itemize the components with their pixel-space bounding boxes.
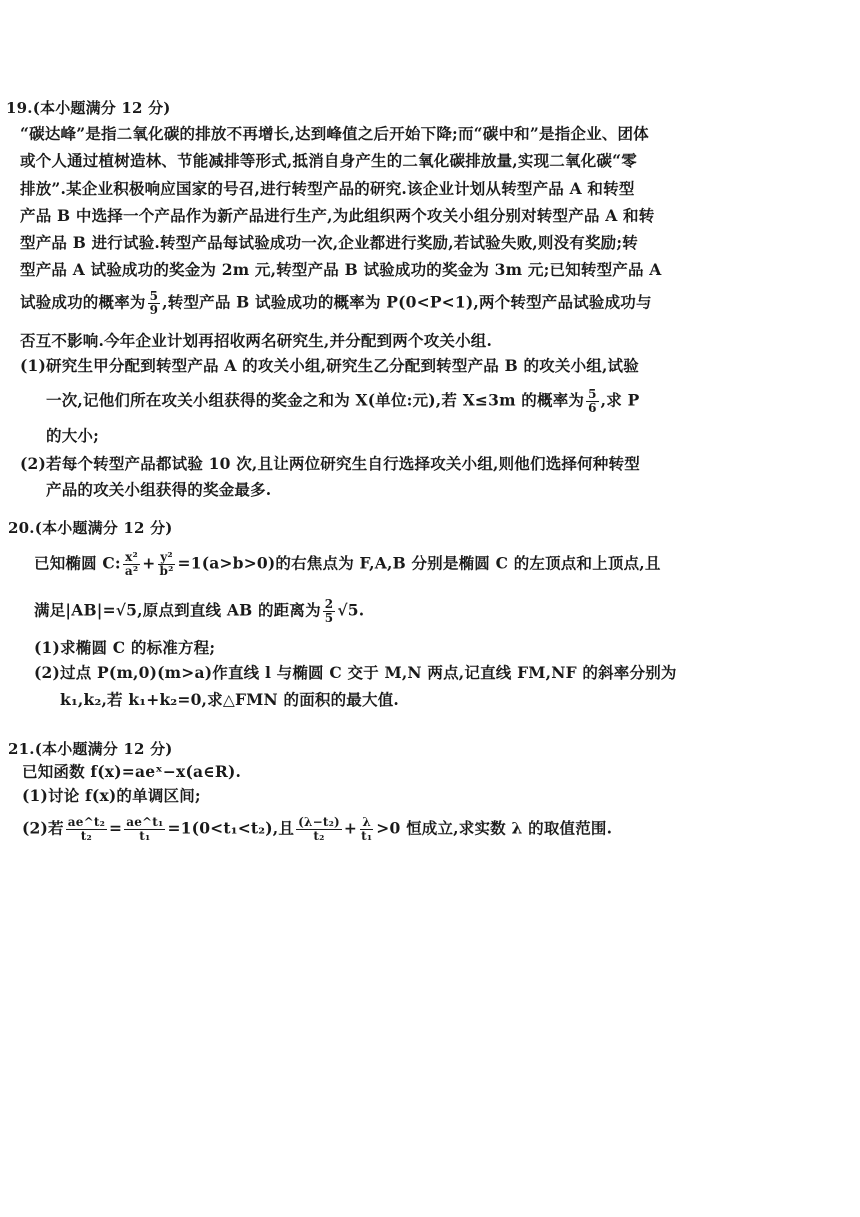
question-21-part-1: (1)讨论 f(x)的单调区间; <box>22 786 201 805</box>
question-19-part-1-line-2 <box>46 388 639 415</box>
fraction-denominator: t₁ <box>139 829 151 843</box>
question-19-line-2: 或个人通过植树造林、节能减排等形式,抵消自身产生的二氧化碳排放量,实现二氧化碳“零 <box>20 151 637 170</box>
equals-sign: = <box>109 818 123 838</box>
question-19-part-1-line-3: 的大小; <box>46 426 100 445</box>
question-19-line-7 <box>20 290 652 317</box>
question-21-part-2 <box>22 816 612 843</box>
fraction-denominator: 6 <box>588 401 597 415</box>
fraction-numerator: y² <box>160 550 173 564</box>
question-19-line-3: 排放”.某企业积极响应国家的号召,进行转型产品的研究.该企业计划从转型产品 A 和转型 <box>20 179 635 198</box>
fraction-numerator: ae^t₁ <box>126 815 164 829</box>
fraction-ae-t2-over-t2 <box>66 816 107 843</box>
distance-text-b: √5. <box>337 600 365 620</box>
fraction-denominator: t₂ <box>313 829 325 843</box>
fraction-lambda-minus-t2-over-t2 <box>296 816 342 843</box>
question-19-part-2-line-2: 产品的攻关小组获得的奖金最多. <box>46 480 272 499</box>
plus-sign: + <box>343 818 358 838</box>
fraction-denominator: 5 <box>324 611 334 625</box>
question-19-header: 19.(本小题满分 12 分) <box>6 99 171 117</box>
fraction-denominator: b² <box>159 564 174 578</box>
question-20-line-1 <box>34 551 661 578</box>
fraction-5-9 <box>148 290 161 317</box>
fraction-ae-t1-over-t1 <box>124 816 165 843</box>
question-20-line-2 <box>34 598 364 625</box>
fraction-denominator: a² <box>124 564 139 578</box>
question-20-header: 20.(本小题满分 12 分) <box>8 519 173 537</box>
fraction-denominator: t₂ <box>80 829 92 843</box>
part-2-text-b: =1(0<t₁<t₂),且 <box>167 818 295 838</box>
fraction-2-5 <box>323 598 336 625</box>
fraction-x2-a2 <box>123 551 140 578</box>
fraction-numerator: x² <box>125 550 138 564</box>
fraction-numerator: (λ−t₂) <box>298 815 340 829</box>
fraction-numerator: 2 <box>324 597 334 611</box>
question-19-part-1-line-1: (1)研究生甲分配到转型产品 A 的攻关小组,研究生乙分配到转型产品 B 的攻关小组,试验 <box>20 356 639 375</box>
question-20-part-2-line-2: k₁,k₂,若 k₁+k₂=0,求△FMN 的面积的最大值. <box>60 690 400 709</box>
line-7-text-a: 试验成功的概率为 <box>20 292 146 312</box>
question-19-part-2-line-1: (2)若每个转型产品都试验 10 次,且让两位研究生自行选择攻关小组,则他们选择何种转型 <box>20 454 640 473</box>
fraction-denominator: t₁ <box>361 829 373 843</box>
part-2-text-a: (2)若 <box>22 818 64 838</box>
fraction-y2-b2 <box>157 551 175 578</box>
fraction-numerator: 5 <box>149 289 159 303</box>
question-21-header: 21.(本小题满分 12 分) <box>8 740 173 758</box>
fraction-denominator: 9 <box>149 303 159 317</box>
question-20-part-1: (1)求椭圆 C 的标准方程; <box>34 638 216 657</box>
question-19-line-8: 否互不影响.今年企业计划再招收两名研究生,并分配到两个攻关小组. <box>20 331 493 350</box>
question-21-line-1: 已知函数 f(x)=aeˣ−x(a∈R). <box>22 762 242 781</box>
question-19-line-4: 产品 B 中选择一个产品作为新产品进行生产,为此组织两个攻关小组分别对转型产品 A 和转 <box>20 206 655 225</box>
ellipse-text-b: =1(a>b>0)的右焦点为 F,A,B 分别是椭圆 C 的左顶点和上顶点,且 <box>177 553 661 573</box>
question-19-line-6: 型产品 A 试验成功的奖金为 2m 元,转型产品 B 试验成功的奖金为 3m 元;已知转型产品 A <box>20 260 662 279</box>
question-20-part-2-line-1: (2)过点 P(m,0)(m>a)作直线 l 与椭圆 C 交于 M,N 两点,记直线 FM,NF 的斜率分别为 <box>34 663 677 682</box>
part-2-text-c: >0 恒成立,求实数 λ 的取值范围. <box>376 818 613 838</box>
plus-sign: + <box>142 553 156 573</box>
ellipse-text-a: 已知椭圆 C: <box>34 553 121 573</box>
fraction-numerator: λ <box>362 815 371 829</box>
fraction-numerator: 5 <box>588 387 597 401</box>
fraction-5-6 <box>586 388 599 415</box>
question-19-line-5: 型产品 B 进行试验.转型产品每试验成功一次,企业都进行奖励,若试验失败,则没有奖励;转 <box>20 233 639 252</box>
distance-text-a: 满足|AB|=√5,原点到直线 AB 的距离为 <box>34 600 321 620</box>
fraction-lambda-over-t1 <box>359 816 374 843</box>
part-1-text-b: ,求 P <box>600 390 640 410</box>
fraction-numerator: ae^t₂ <box>67 815 106 829</box>
part-1-text-a: 一次,记他们所在攻关小组获得的奖金之和为 X(单位:元),若 X≤3m 的概率为 <box>46 390 585 410</box>
line-7-text-b: ,转型产品 B 试验成功的概率为 P(0<P<1),两个转型产品试验成功与 <box>162 292 652 312</box>
question-19-line-1: “碳达峰”是指二氧化碳的排放不再增长,达到峰值之后开始下降;而“碳中和”是指企业、团体 <box>20 124 649 143</box>
